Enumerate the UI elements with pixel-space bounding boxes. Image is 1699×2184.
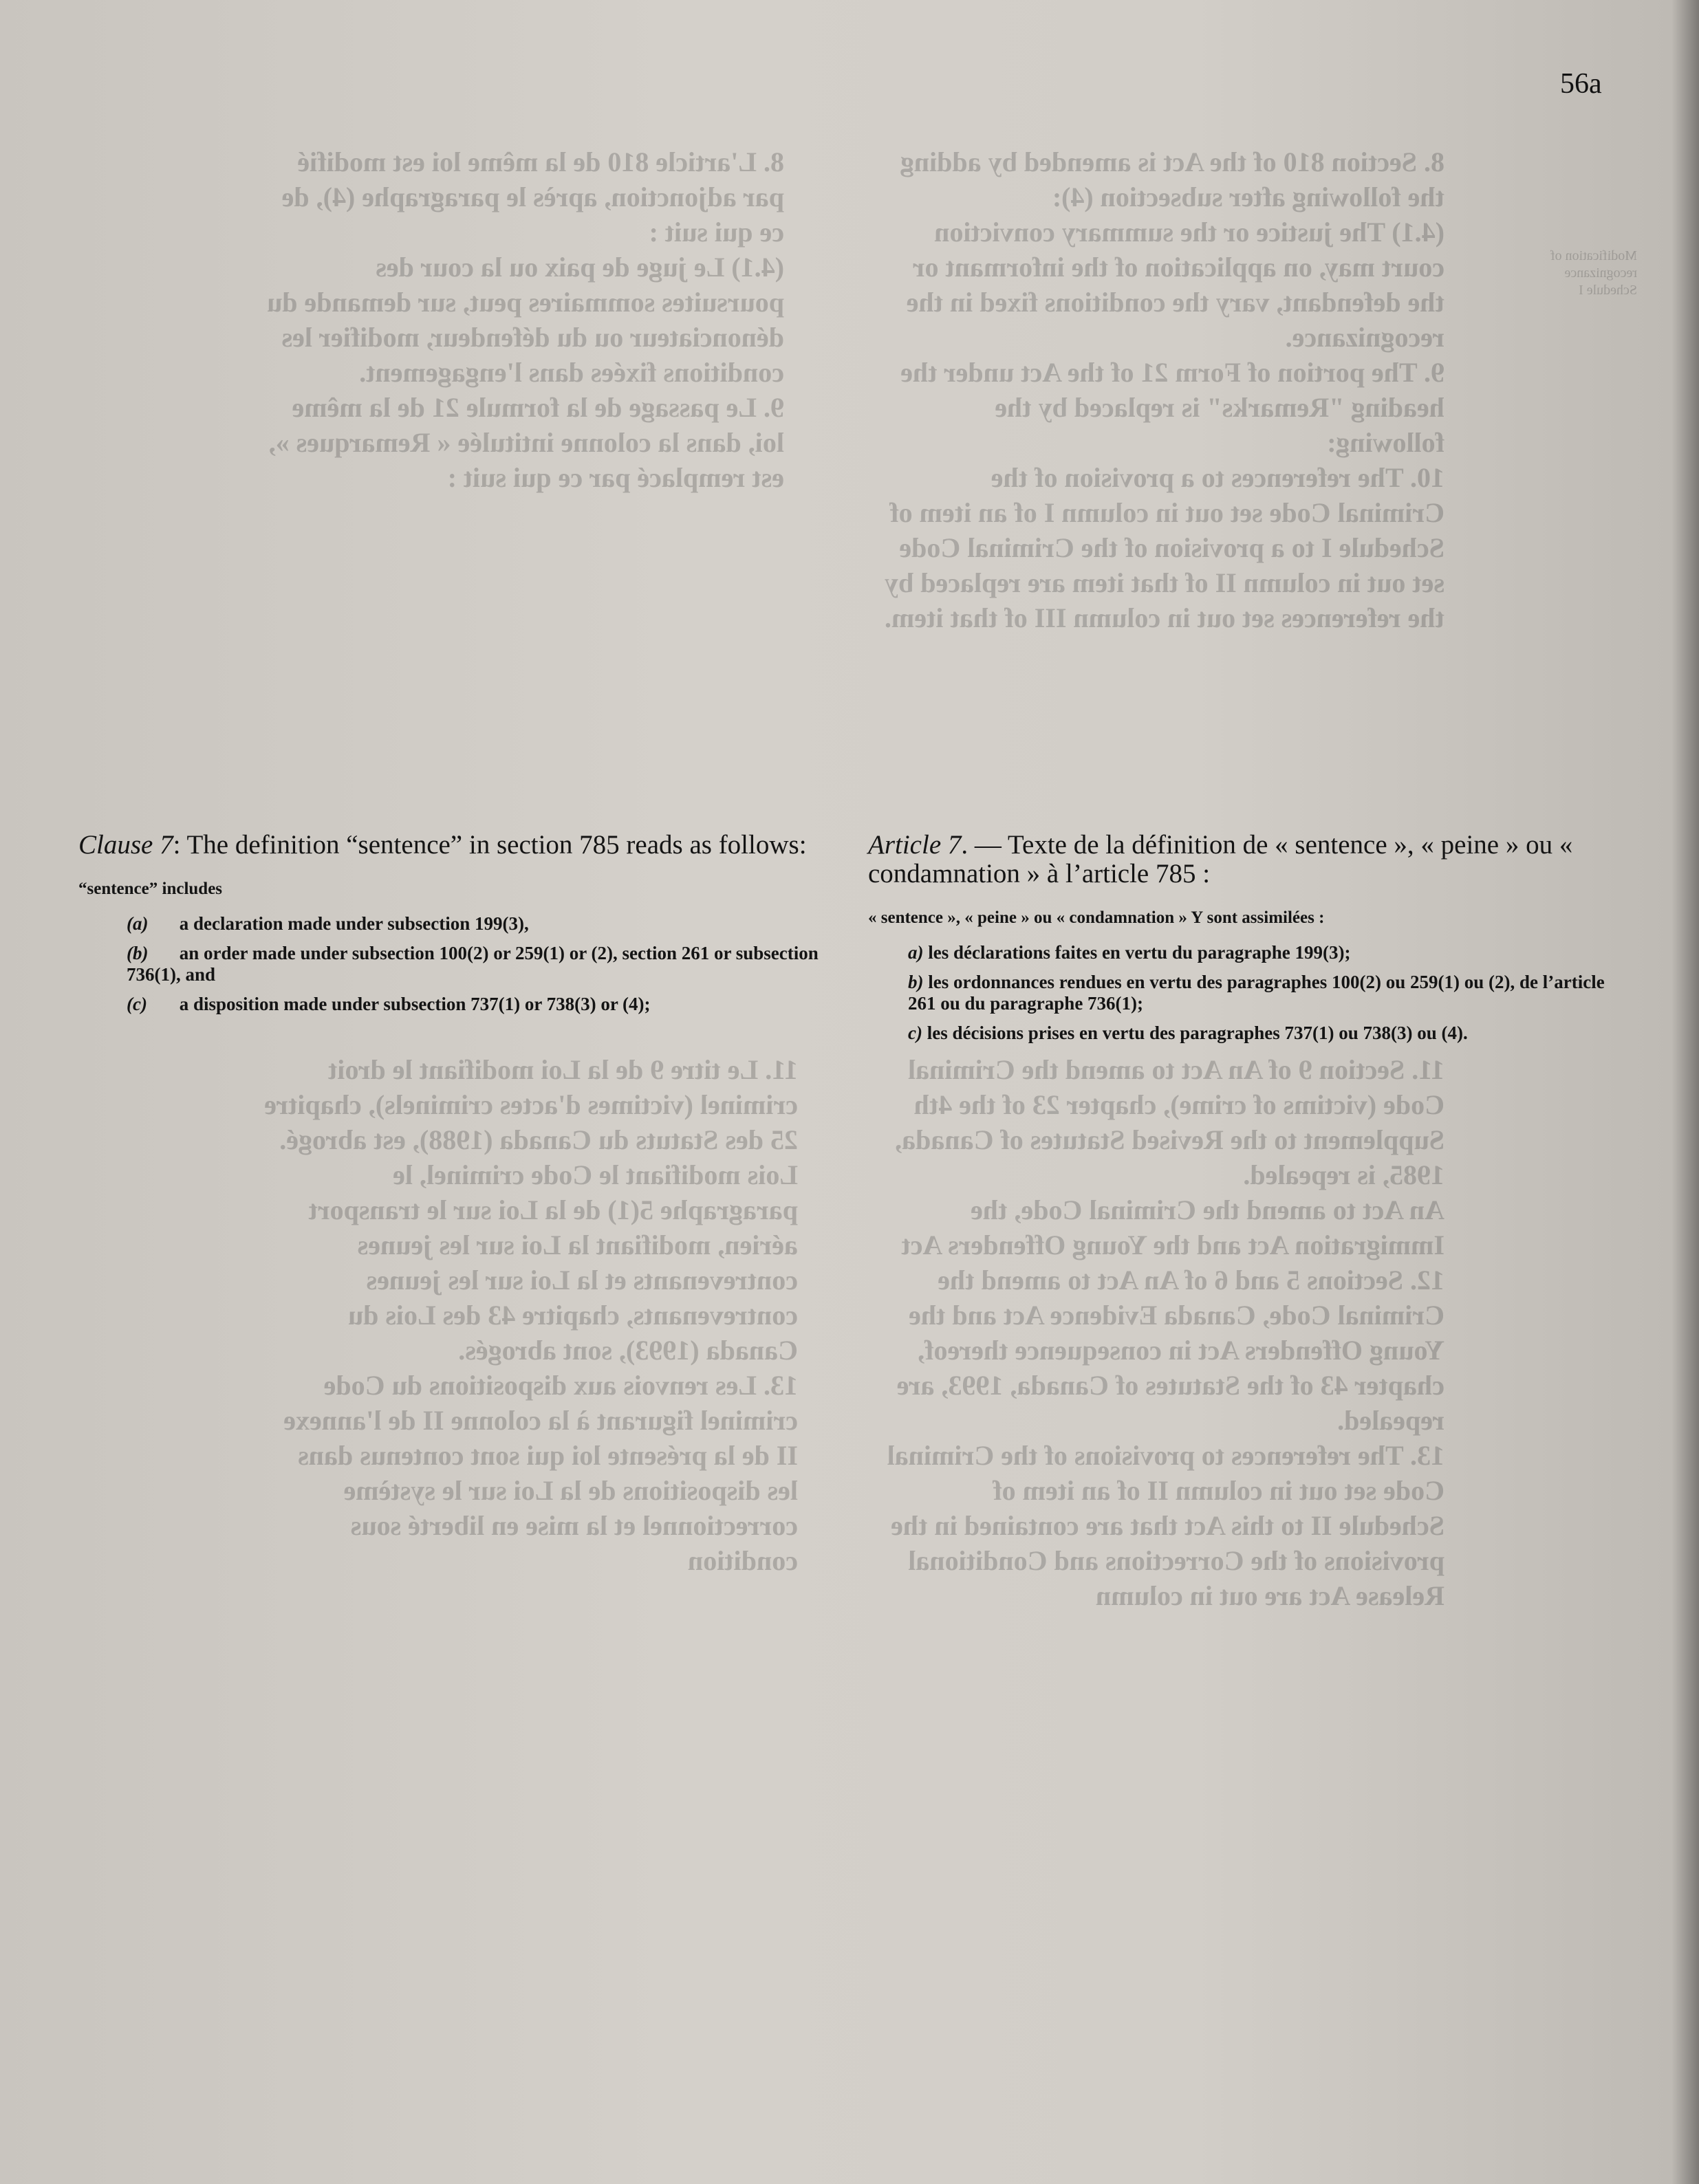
item-text: les ordonnances rendues en vertu des paragraphes 100(2) ou 259(1) ou (2), de l’article 261 ou du paragraphe 736(1); xyxy=(908,972,1605,1014)
french-explanatory-note xyxy=(868,831,1632,1052)
bleed-through-text-lower-left: 11. Le titre 9 de la Loi modifiant le droit criminel (victimes d'actes criminels), chapitre 25 des Statuts du Canada (1988), est abrogé. Lois modifiant le Code criminel, le paragraphe 5(1) de la Loi sur le transport aérien, modifiant la Loi sur les jeunes contrevenants et la Loi sur les jeunes contrevenants, chapitre 43 des Lois du Canada (1993), sont abrogés. 13. Les renvois aux dispositions du Code criminel figurant à la colonne II de l'annexe II de la présente loi qui sont contenus dans les dispositions de la Loi sur le système correctionnel et la mise en liberté sous condition xyxy=(264,1054,798,1576)
item-marker: c) xyxy=(908,1023,922,1043)
list-item xyxy=(78,943,838,985)
item-marker: (b) xyxy=(127,943,149,963)
item-marker: (c) xyxy=(127,994,147,1014)
english-explanatory-note xyxy=(78,831,838,1023)
list-item xyxy=(868,942,1632,963)
clause-heading-text: : The definition “sentence” in section 785 reads as follows: xyxy=(173,830,807,860)
french-definition-lead: « sentence », « peine » ou « condamnation » Y sont assimilées : xyxy=(868,908,1325,927)
clause-label: Clause 7 xyxy=(78,830,173,860)
item-marker: (a) xyxy=(127,913,149,934)
bleed-through-text-lower-right: 11. Section 9 of An Act to amend the Criminal Code (victims of crime), chapter 23 of the 4th Supplement to the Revised Statutes of Canada, 1985, is repealed. An Act to amend the Criminal Code, the Immigration Act and the Young Offenders Act 12. Sections 5 and 6 of An Act to amend the Criminal Code, Canada Evidence Act and the Young Offenders Act in consequence thereof, chapter 43 of the Statutes of Canada, 1993, are repealed. 13. The references to provisions of the Criminal Code set out in column II of an item of Schedule II to this Act that are contained in the provisions of the Corrections and Conditional Release Act are out in column xyxy=(887,1054,1444,1611)
item-text: an order made under subsection 100(2) or 259(1) or (2), section 261 or subsection 736(1), and xyxy=(127,943,819,985)
list-item xyxy=(78,913,838,935)
english-definition-list xyxy=(78,913,838,1015)
english-note-heading xyxy=(78,831,838,860)
article-label: Article 7 xyxy=(868,830,962,860)
page-edge-shadow xyxy=(1671,0,1699,2184)
item-marker: b) xyxy=(908,972,924,992)
list-item xyxy=(78,994,838,1015)
item-text: a disposition made under subsection 737(1) or 738(3) or (4); xyxy=(175,994,651,1014)
bleed-through-margin-notes: Modification of recognizance Schedule I xyxy=(1550,248,1637,298)
item-text: les décisions prises en vertu des paragraphes 737(1) ou 738(3) ou (4). xyxy=(922,1023,1468,1043)
bleed-through-text-upper-right: 8. Section 810 of the Act is amended by adding the following after subsection (4): (4.1) The justice or the summary conviction court may, on application of the informant or the defendant, vary the conditions fixed in the recognizance. 9. The portion of Form 21 of the Act under the heading "Remarks" is replaced by the following: 10. The references to a provision of the Criminal Code set out in column I of an item of Schedule I to a provision of the Criminal Code set out in column II of that item are replaced by the references set out in column III of that item. xyxy=(884,146,1444,633)
item-text: a declaration made under subsection 199(3), xyxy=(175,913,529,934)
item-text: les déclarations faites en vertu du paragraphe 199(3); xyxy=(923,942,1351,963)
article-heading-text: . — Texte de la définition de « sentence », « peine » ou « condamnation » à l’article 785 : xyxy=(868,830,1573,888)
french-definition-list xyxy=(868,942,1632,1044)
list-item xyxy=(868,972,1632,1014)
item-marker: a) xyxy=(908,942,924,963)
french-note-heading xyxy=(868,831,1632,888)
english-definition-lead: “sentence” includes xyxy=(78,880,223,898)
page-number: 56a xyxy=(1560,68,1602,100)
list-item xyxy=(868,1023,1632,1044)
bleed-through-text-upper-left: 8. L'article 810 de la même loi est modifié par adjonction, après le paragraphe (4), de ce qui suit : (4.1) Le juge de paix ou la cour des poursuites sommaires peut, sur demande du dénonciateur ou du défendeur, modifier les conditions fixées dans l'engagement. 9. Le passage de la formule 21 de la même loi, dans la colonne intitulée « Remarques », est remplacé par ce qui suit : xyxy=(267,146,784,493)
